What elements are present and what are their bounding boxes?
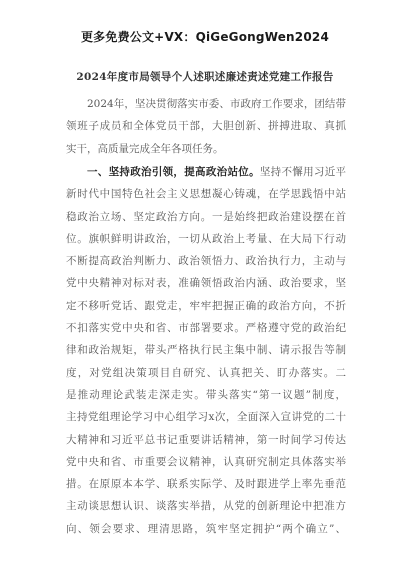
body-line: 不断提高政治判断力、政治领悟力、政治执行力，主动与 <box>66 255 346 268</box>
body-line: 度，对党组决策项目自研究、认真把关、盯办落实。二 <box>66 366 346 379</box>
body-line: 新时代中国特色社会主义思想凝心铸魂，在学思践悟中站 <box>66 188 346 201</box>
body-line: 向、领会要求、理清思路，筑牢坚定拥护“两个确立”、 <box>66 522 346 535</box>
intro-line: 2024年，坚决贯彻落实市委、市政府工作要求，团结带 <box>87 98 346 110</box>
body-line: 党中央精神对标对表，准确领悟政治内涵、政治要求，坚 <box>66 277 346 290</box>
section-1-paragraph <box>66 161 346 540</box>
body-line: 定不移听党话、跟党走，牢牢把握正确的政治方向，不折 <box>66 299 346 312</box>
body-line: 主动谈思想认识、谈落实举措，从党的创新理论中把准方 <box>66 500 346 513</box>
section-1-heading: 一、坚持政治引领，提高政治站位。 <box>87 166 260 178</box>
body-line: 主持党组理论学习中心组学习x次，全面深入宣讲党的二十 <box>66 411 346 424</box>
body-line: 不扣落实党中央和省、市部署要求。严格遵守党的政治纪 <box>66 322 346 335</box>
intro-line: 领班子成员和全体党员干部，大胆创新、拼搏进取、真抓 <box>66 120 346 133</box>
body-line: 是推动理论武装走深走实。带头落实“第一议题”制度， <box>66 388 346 401</box>
body-line: 律和政治规矩，带头严格执行民主集中制、请示报告等制 <box>66 344 346 357</box>
document-title: 2024年度市局领导个人述职述廉述责述党建工作报告 <box>76 71 334 83</box>
section-1-first-line <box>66 161 346 183</box>
body-line: 党中央和省、市重要会议精神，认真研究制定具体落实举 <box>66 455 346 468</box>
section-1-first-line-text: 坚持不懈用习近平 <box>259 166 346 178</box>
body-line: 措。在原原本本学、联系实际学、及时跟进学上率先垂范 <box>66 478 346 491</box>
body-line: 稳政治立场、坚定政治方向。一是始终把政治建设摆在首 <box>66 210 346 223</box>
intro-line: 实干，高质量完成全年各项任务。 <box>66 142 224 155</box>
intro-paragraph <box>66 93 346 160</box>
body-line: 大精神和习近平总书记重要讲话精神，第一时间学习传达 <box>66 433 346 446</box>
body-line: 位。旗帜鲜明讲政治，一切从政治上考量、在大局下行动 <box>66 232 346 245</box>
watermark-header: 更多免费公文+VX：QiGeGongWen2024 <box>80 30 329 44</box>
